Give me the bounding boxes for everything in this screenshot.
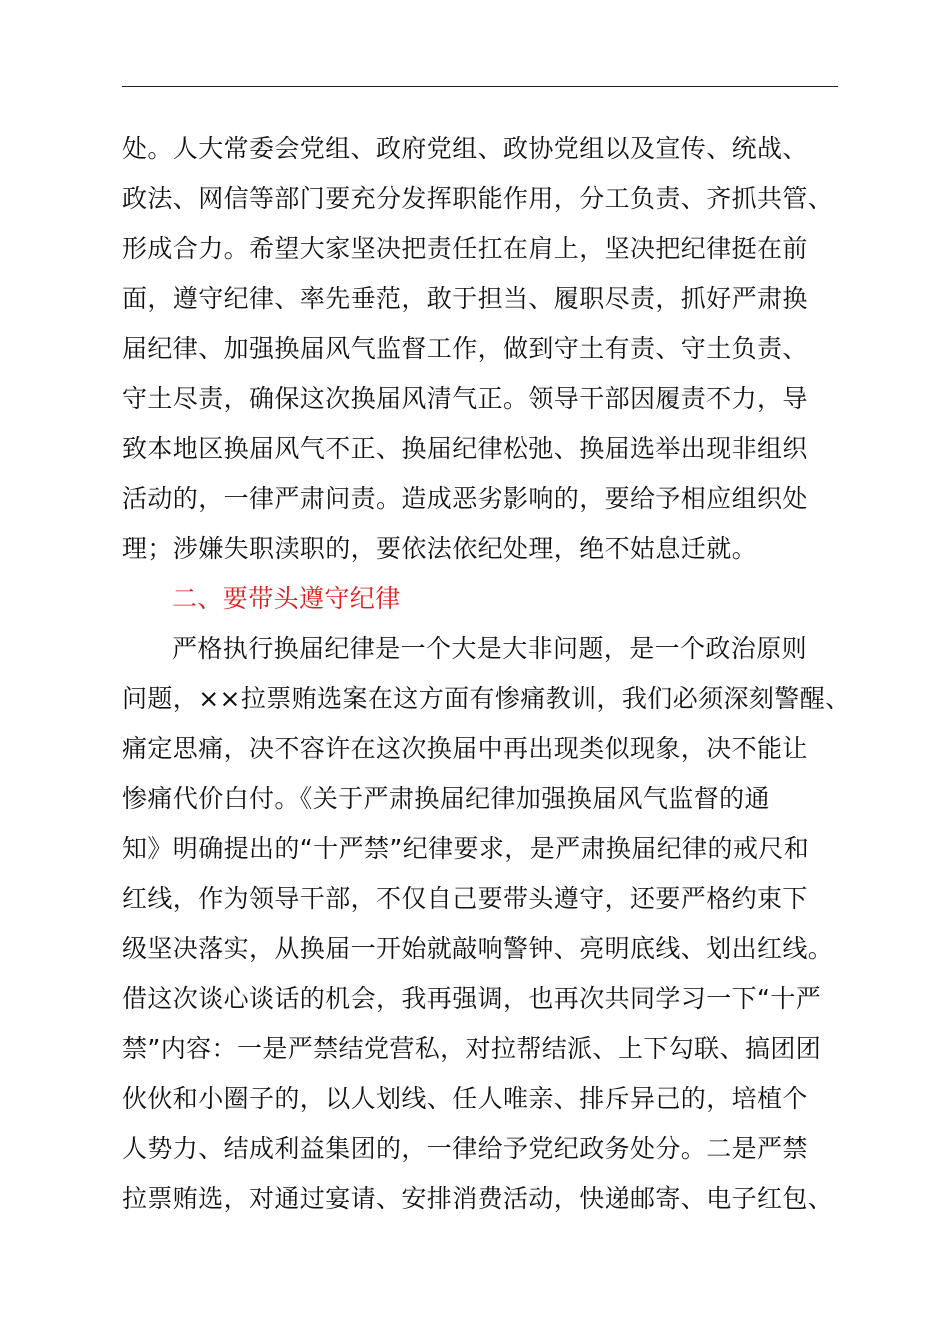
text-line: 痛定思痛，决不容许在这次换届中再出现类似现象，决不能让: [122, 734, 808, 763]
paragraph-discipline: [122, 624, 851, 1224]
document-body: [122, 124, 851, 1224]
text-line: 严格执行换届纪律是一个大是大非问题，是一个政治原则: [172, 634, 808, 663]
text-line: 知》明确提出的“十严禁”纪律要求，是严肃换届纪律的戒尺和: [122, 834, 810, 863]
text-line: 政法、网信等部门要充分发挥职能作用，分工负责、齐抓共管、: [122, 184, 834, 213]
text-line: 红线，作为领导干部，不仅自己要带头遵守，还要严格约束下: [122, 884, 808, 913]
text-line: 级坚决落实，从换届一开始就敲响警钟、亮明底线、划出红线。: [122, 934, 834, 963]
text-line: 禁”内容：一是严禁结党营私，对拉帮结派、上下勾联、搞团团: [122, 1034, 822, 1063]
paragraph-continuation: [122, 124, 842, 574]
text-line: 处。人大常委会党组、政府党组、政协党组以及宣传、统战、: [122, 134, 808, 163]
header-rule: [122, 86, 838, 87]
text-line: 致本地区换届风气不正、换届纪律松弛、换届选举出现非组织: [122, 434, 808, 463]
text-line: 人势力、结成利益集团的，一律给予党纪政务处分。二是严禁: [122, 1134, 808, 1163]
text-line: 问题，××拉票贿选案在这方面有惨痛教训，我们必须深刻警醒、: [122, 684, 851, 713]
text-line: 活动的，一律严肃问责。造成恶劣影响的，要给予相应组织处: [122, 484, 808, 513]
text-line: 面，遵守纪律、率先垂范，敢于担当、履职尽责，抓好严肃换: [122, 284, 808, 313]
text-line: 借这次谈心谈话的机会，我再强调，也再次共同学习一下“十严: [122, 984, 822, 1013]
text-line: 拉票贿选，对通过宴请、安排消费活动，快递邮寄、电子红包、: [122, 1184, 834, 1213]
text-line: 形成合力。希望大家坚决把责任扛在肩上，坚决把纪律挺在前: [122, 234, 808, 263]
text-line: 惨痛代价白付。《关于严肃换届纪律加强换届风气监督的通: [122, 784, 770, 813]
text-line: 届纪律、加强换届风气监督工作，做到守土有责、守土负责、: [122, 334, 808, 363]
text-line: 守土尽责，确保这次换届风清气正。领导干部因履责不力，导: [122, 384, 808, 413]
section-heading: 二、要带头遵守纪律: [172, 584, 401, 613]
text-line: 理；涉嫌失职渎职的，要依法依纪处理，绝不姑息迁就。: [122, 534, 758, 563]
text-line: 伙伙和小圈子的，以人划线、任人唯亲、排斥异己的，培植个: [122, 1084, 808, 1113]
